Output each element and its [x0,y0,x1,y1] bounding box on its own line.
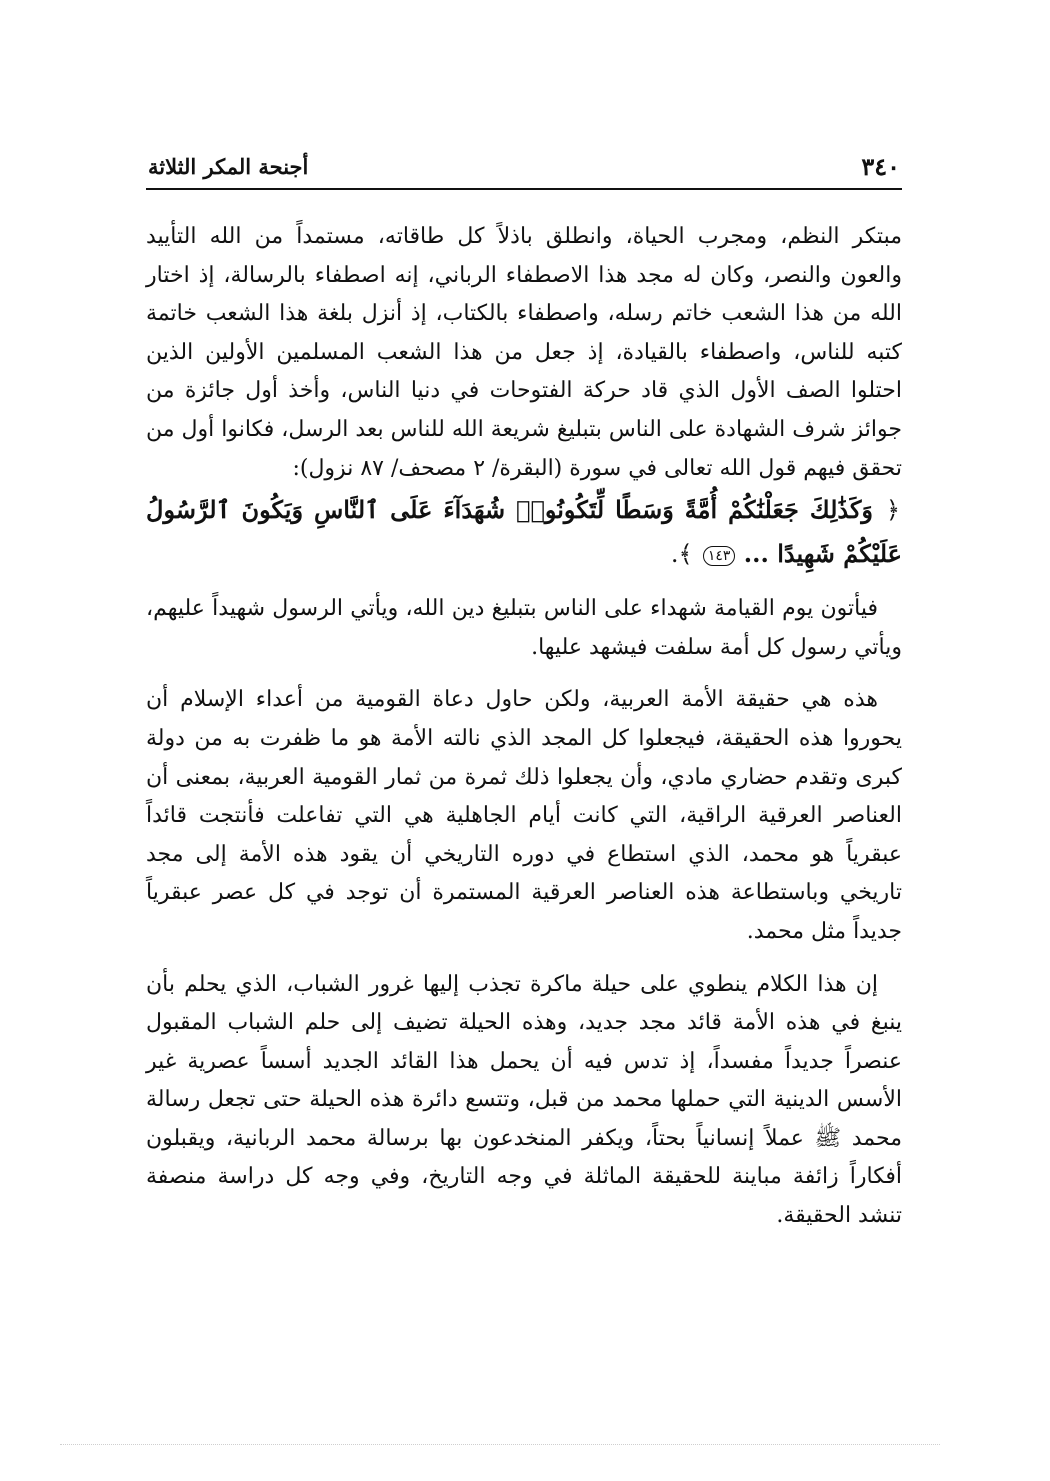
page-header [148,148,900,184]
verse-close-bracket: ﴾. [670,540,693,569]
verse-text: وَكَذَٰلِكَ جَعَلْنَٰكُمْ أُمَّةً وَسَطًا لِّتَكُونُوا۟ شُهَدَآءَ عَلَى ٱلنَّاسِ وَيَكُونَ ٱلرَّسُولُ عَلَيْكُمْ شَهِيدًا ... [146,495,902,569]
quran-verse [146,488,902,576]
paragraph-3: هذه هي حقيقة الأمة العربية، ولكن حاول دعاة القومية من أعداء الإسلام أن يحوروا هذه الحقيقة، فيجعلوا كل المجد الذي نالته الأمة هو ما ظفرت به من دولة كبرى وتقدم حضاري مادي، وأن يجعلوا ذلك ثمرة من ثمار القومية العربية، بمعنى أن العناصر العرقية الراقية، التي كانت أيام الجاهلية هي التي تفاعلت فأنتجت قائداً عبقرياً هو محمد، الذي استطاع في دوره التاريخي أن يقود هذه الأمة إلى مجد تاريخي وباستطاعة هذه العناصر العرقية المستمرة أن توجد في كل عصر عبقرياً جديداً مثل محمد. [146,687,902,944]
page-body [146,218,902,1236]
header-divider [146,188,902,190]
paragraph-4: إن هذا الكلام ينطوي على حيلة ماكرة تجذب إليها غرور الشباب، الذي يحلم بأن ينبغ في هذه الأمة قائد مجد جديد، وهذه الحيلة تضيف إلى حلم الشباب المقبول عنصراً جديداً مفسداً، إذ تدس فيه أن يحمل هذا القائد الجديد أسساً عصرية غير الأسس الدينية التي حملها محمد من قبل، وتتسع دائرة هذه الحيلة حتى تجعل رسالة محمد ﷺ عملاً إنسانياً بحتاً، ويكفر المنخدعون بها برسالة محمد الربانية، ويقبلون أفكاراً زائفة مباينة للحقيقة الماثلة في وجه التاريخ، وفي وجه كل دراسة منصفة تنشد الحقيقة. [146,971,902,1229]
paragraph-1: مبتكر النظم، ومجرب الحياة، وانطلق باذلاً كل طاقاته، مستمداً من الله التأييد والعون والنصر، وكان له مجد هذا الاصطفاء الرباني، إنه اصطفاء بالرسالة، إذ اختار الله من هذا الشعب خاتم رسله، واصطفاء بالكتاب، إذ أنزل بلغة هذا الشعب خاتمة كتبه للناس، واصطفاء بالقيادة، إذ جعل من هذا الشعب المسلمين الأولين الذين احتلوا الصف الأول الذي قاد حركة الفتوحات في دنيا الناس، وأخذ أول جائزة من جوائز شرف الشهادة على الناس بتبليغ شريعة الله للناس بعد الرسل، فكانوا أول من تحقق فيهم قول الله تعالى في سورة (البقرة/ ٢ مصحف/ ٨٧ نزول): [146,224,902,481]
verse-open-bracket: ﴿ [885,496,901,525]
ayah-number-marker: ١٤٣ [703,546,736,566]
page-number: ٣٤٠ [861,152,900,181]
scan-edge-line [60,1444,940,1445]
running-title: أجنحة المكر الثلاثة [148,154,309,179]
paragraph-2: فيأتون يوم القيامة شهداء على الناس بتبليغ دين الله، ويأتي الرسول شهيداً عليهم، ويأتي رسول كل أمة سلفت فيشهد عليها. [146,596,902,660]
